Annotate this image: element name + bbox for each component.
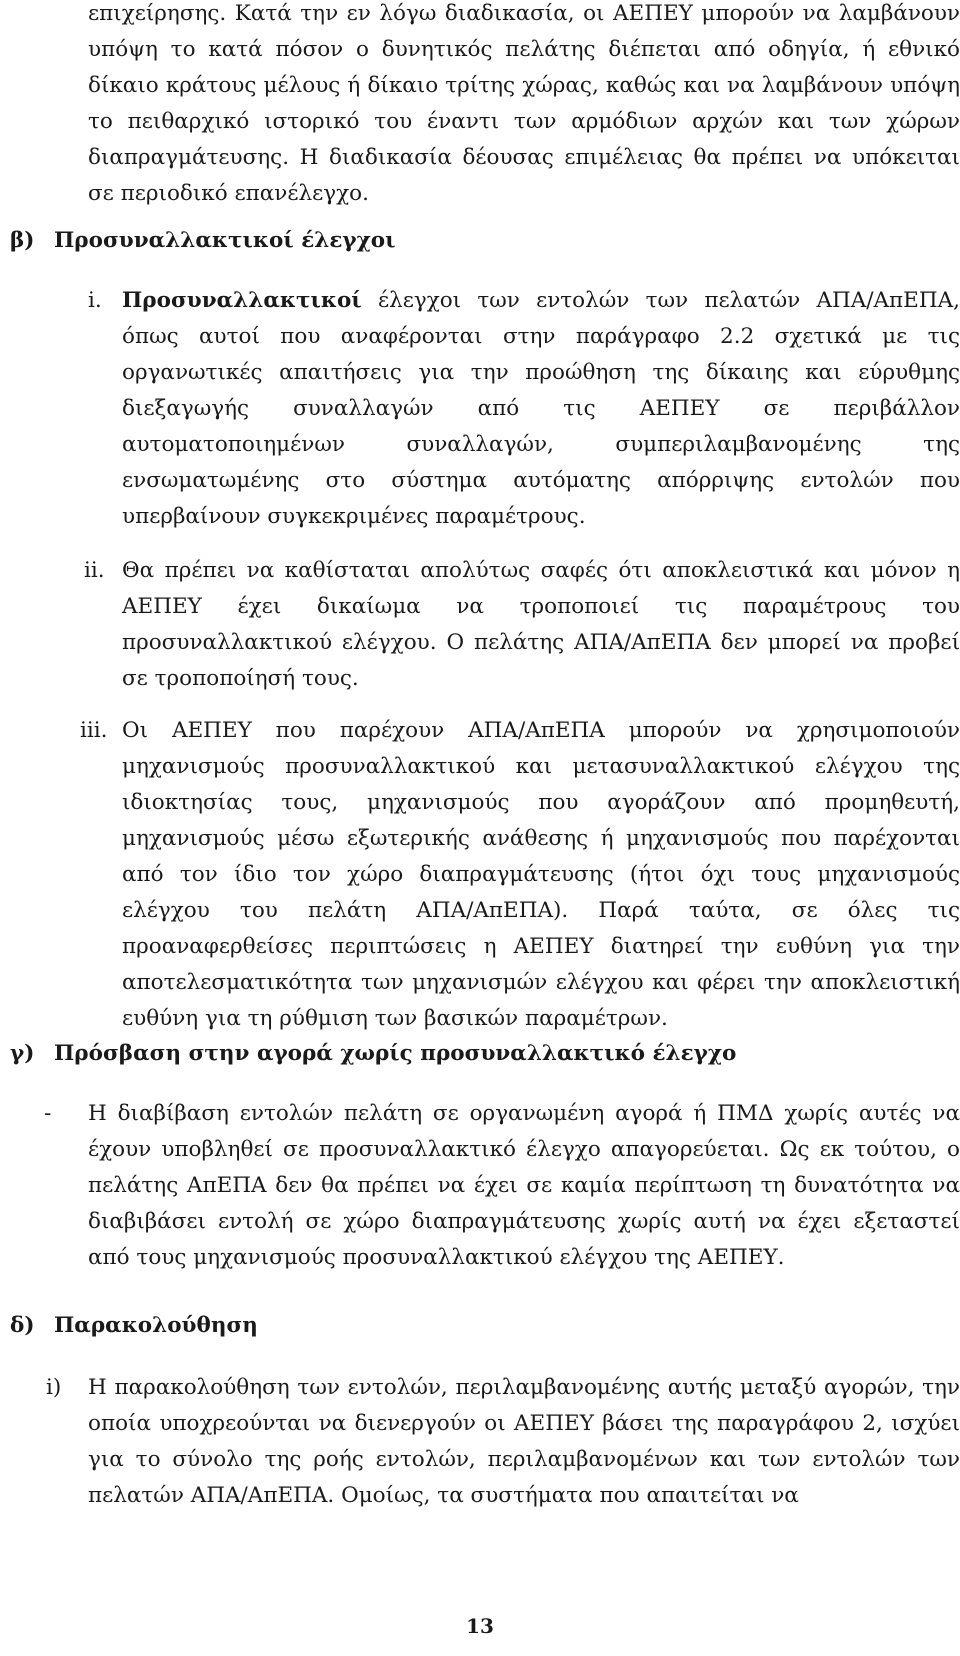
item-b-iii-text: Οι ΑΕΠΕΥ που παρέχουν ΑΠΑ/ΑπΕΠΑ μπορούν να χρησιμοποιούν μηχανισμούς προσυναλλακτικού και μετασυναλλακτικού ελέγχου της ιδιοκτησίας τους, μηχανισμούς που αγοράζουν από προμηθευτή, μηχανισμούς μέσω εξωτερικής ανάθεσης ή μηχανισμούς που παρέχονται από τον ίδιο τον χώρο διαπραγμάτευσης (ήτοι όχι τους μηχανισμούς ελέγχου του πελάτη ΑΠΑ/ΑπΕΠΑ). Παρά ταύτα, σε όλες τις προαναφερθείσες περιπτώσεις η ΑΕΠΕΥ διατηρεί την ευθύνη για την αποτελεσματικότητα των μηχανισμών ελέγχου και φέρει την αποκλειστική ευθύνη για τη ρύθμιση των βασικών παραμέτρων. — [122, 718, 960, 1031]
section-b-heading — [10, 223, 396, 259]
section-d-title: Παρακολούθηση — [54, 1313, 258, 1338]
item-c-text: Η διαβίβαση εντολών πελάτη σε οργανωμένη αγορά ή ΠΜΔ χωρίς αυτές να έχουν υποβληθεί σε προσυναλλακτικό έλεγχο απαγορεύεται. Ως εκ τούτου, ο πελάτης ΑπΕΠΑ δεν θα πρέπει να έχει σε καμία περίπτωση τη δυνατότητα να διαβιβάσει εντολή σε χώρο διαπραγμάτευσης χωρίς αυτή να έχει εξεταστεί από τους μηχανισμούς προσυναλλακτικού ελέγχου της ΑΕΠΕΥ. — [88, 1101, 960, 1270]
section-c-marker: γ) — [10, 1041, 35, 1066]
section-b-marker: β) — [10, 228, 35, 253]
item-d-i-marker: i) — [46, 1375, 62, 1400]
page-number: 13 — [466, 1614, 494, 1638]
section-c-title: Πρόσβαση στην αγορά χωρίς προσυναλλακτικό έλεγχο — [54, 1041, 737, 1066]
item-b-ii-marker: ii. — [84, 558, 105, 583]
item-c-dash-marker: - — [44, 1101, 52, 1126]
section-c-heading — [10, 1036, 736, 1072]
item-b-iii-marker: iii. — [80, 718, 108, 743]
section-b-title: Προσυναλλακτικοί έλεγχοι — [54, 228, 396, 253]
item-b-i-lead: Προσυναλλακτικοί — [122, 288, 362, 313]
item-b-i-text — [122, 283, 960, 535]
item-d-i-text: Η παρακολούθηση των εντολών, περιλαμβανομένης αυτής μεταξύ αγορών, την οποία υποχρεούνται να διενεργούν οι ΑΕΠΕΥ βάσει της παραγράφου 2, ισχύει για το σύνολο της ροής εντολών, περιλαμβανομένων και των εντολών των πελατών ΑΠΑ/ΑπΕΠΑ. Ομοίως, τα συστήματα που απαιτείται να — [88, 1375, 960, 1508]
item-b-ii-text: Θα πρέπει να καθίσταται απολύτως σαφές ότι αποκλειστικά και μόνον η ΑΕΠΕΥ έχει δικαίωμα να τροποποιεί τις παραμέτρους του προσυναλλακτικού ελέγχου. Ο πελάτης ΑΠΑ/ΑπΕΠΑ δεν μπορεί να προβεί σε τροποποίησή τους. — [122, 558, 960, 691]
item-b-i-body: έλεγχοι των εντολών των πελατών ΑΠΑ/ΑπΕΠΑ, όπως αυτοί που αναφέρονται στην παράγραφο 2.2 σχετικά με τις οργανωτικές απαιτήσεις για την προώθηση της δίκαιης και εύρυθμης διεξαγωγής συναλλαγών από τις ΑΕΠΕΥ σε περιβάλλον αυτοματοποιημένων συναλλαγών, συμπεριλαμβανομένης της ενσωματωμένης στο σύστημα αυτόματης απόρριψης εντολών που υπερβαίνουν συγκεκριμένες παραμέτρους. — [122, 288, 960, 529]
intro-paragraph: επιχείρησης. Κατά την εν λόγω διαδικασία, οι ΑΕΠΕΥ μπορούν να λαμβάνουν υπόψη το κατά πόσον ο δυνητικός πελάτης διέπεται από οδηγία, ή εθνικό δίκαιο κράτους μέλους ή δίκαιο τρίτης χώρας, καθώς και να λαμβάνουν υπόψη το πειθαρχικό ιστορικό του έναντι των αρμόδιων αρχών και των χώρων διαπραγμάτευσης. Η διαδικασία δέουσας επιμέλειας θα πρέπει να υπόκειται σε περιοδικό επανέλεγχο. — [88, 1, 960, 206]
section-d-marker: δ) — [10, 1313, 35, 1338]
section-d-heading — [10, 1308, 258, 1344]
item-b-i-marker: i. — [88, 288, 102, 313]
